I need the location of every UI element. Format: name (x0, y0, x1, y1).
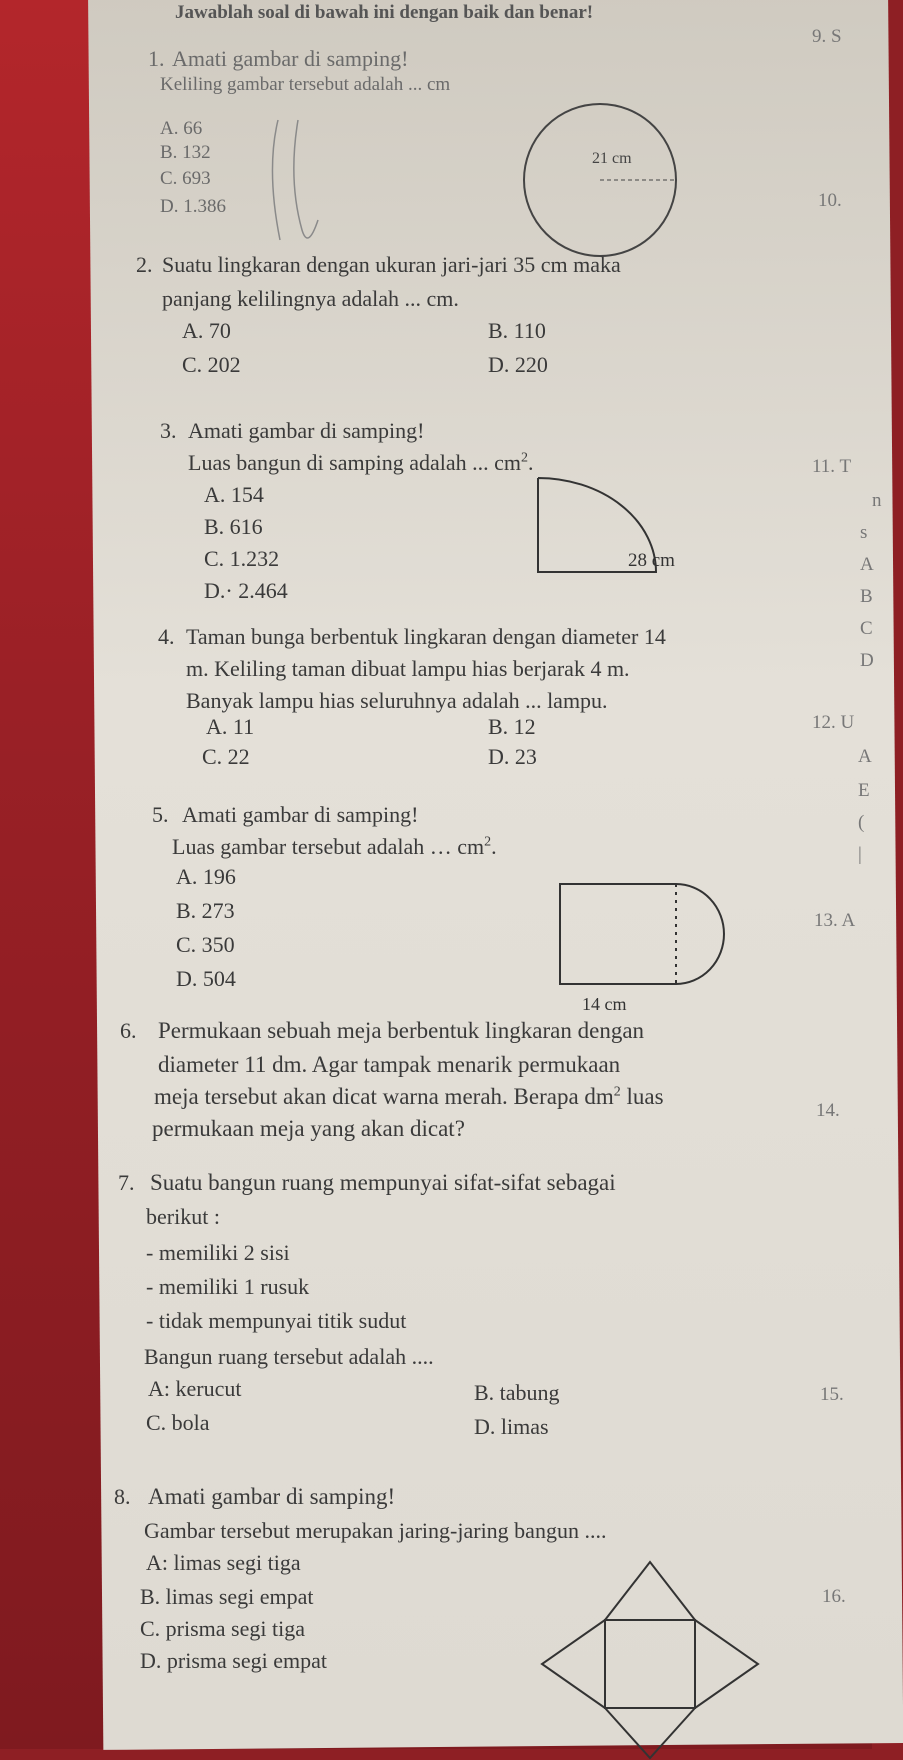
side-letter: s (860, 522, 868, 543)
q4-number: 4. (158, 624, 175, 649)
side-letter: n (872, 490, 882, 511)
q2-option-b: B. 110 (488, 318, 546, 343)
q5-option-d: D. 504 (176, 966, 236, 991)
side-letter: E (858, 780, 870, 801)
q5-option-b: B. 273 (176, 898, 235, 923)
q3-side-label: 28 cm (628, 550, 675, 571)
q3-option-d: D.· 2.464 (204, 578, 288, 603)
q1-stem: Amati gambar di samping! (172, 46, 409, 71)
q8-stem2: Gambar tersebut merupakan jaring-jaring bangun .... (144, 1518, 607, 1543)
q2-option-c: C. 202 (182, 352, 241, 377)
q3-stem2: Luas bangun di samping adalah ... $cm^2$. (188, 450, 534, 475)
side-letter: A (860, 554, 874, 575)
q1-option-c: C. 693 (160, 168, 211, 189)
q4-option-a: A. 11 (206, 714, 255, 739)
q5-stem: Amati gambar di samping! (182, 802, 419, 827)
q7-number: 7. (118, 1170, 135, 1195)
q8-option-b: B. limas segi empat (140, 1584, 314, 1609)
q3-stem: Amati gambar di samping! (188, 418, 425, 443)
side-letter: D (860, 650, 874, 671)
q4-option-b: B. 12 (488, 714, 536, 739)
q7-stem: Suatu bangun ruang mempunyai sifat-sifat sebagai (150, 1170, 616, 1195)
q2-option-d: D. 220 (488, 352, 548, 377)
q7-stem3: Bangun ruang tersebut adalah .... (144, 1344, 434, 1369)
q6-stem: Permukaan sebuah meja berbentuk lingkaran dengan (158, 1018, 645, 1043)
q1-option-d: D. 1.386 (160, 196, 226, 217)
q8-option-c: C. prisma segi tiga (140, 1616, 305, 1641)
q7-option-b: B. tabung (474, 1380, 560, 1405)
side-letter: B (860, 586, 873, 607)
q7-bullet-1: - memiliki 2 sisi (146, 1240, 290, 1265)
q3-option-c: C. 1.232 (204, 546, 280, 571)
q8-stem: Amati gambar di samping! (148, 1484, 396, 1509)
q3-number: 3. (160, 418, 177, 443)
q7-option-a: A: kerucut (148, 1376, 242, 1401)
side-number-15: 15. (820, 1384, 844, 1405)
side-letter: | (858, 844, 862, 865)
q1-stem2: Keliling gambar tersebut adalah ... cm (160, 74, 451, 95)
side-letter: A (858, 746, 872, 767)
q2-stem: Suatu lingkaran dengan ukuran jari-jari 35 cm maka (162, 252, 621, 277)
q3-option-a: A. 154 (204, 482, 264, 507)
q8-option-d: D. prisma segi empat (140, 1648, 327, 1673)
side-letter: C (860, 618, 873, 639)
q6-number: 6. (120, 1018, 137, 1043)
q6-stem3: meja tersebut akan dicat warna merah. Berapa $dm^2$ luas (154, 1084, 664, 1109)
q8-number: 8. (114, 1484, 131, 1509)
q5-option-c: C. 350 (176, 932, 235, 957)
q1-number: 1. (148, 46, 165, 71)
q1-option-b: B. 132 (160, 142, 211, 163)
q2-option-a: A. 70 (182, 318, 231, 343)
side-number-9: 9. S (812, 26, 842, 47)
q8-net-figure (540, 1560, 760, 1760)
side-number-11: 11. T (812, 456, 852, 477)
q5-number: 5. (152, 802, 169, 827)
q4-option-d: D. 23 (488, 744, 537, 769)
q2-number: 2. (136, 252, 153, 277)
q4-option-c: C. 22 (202, 744, 250, 769)
q7-option-d: D. limas (474, 1414, 549, 1439)
q6-stem4: permukaan meja yang akan dicat? (152, 1116, 465, 1141)
q5-composite-figure (558, 880, 748, 988)
q7-stem2: berikut : (146, 1204, 220, 1229)
side-number-16: 16. (822, 1586, 846, 1607)
side-number-14: 14. (816, 1100, 840, 1121)
q7-bullet-2: - memiliki 1 rusuk (146, 1274, 310, 1299)
q1-pencil-scribble (258, 110, 338, 250)
q1-radius-label: 21 cm (592, 150, 632, 167)
side-number-12: 12. U (812, 712, 855, 733)
q4-stem3: Banyak lampu hias seluruhnya adalah ... lampu. (186, 688, 608, 713)
q2-stem2: panjang kelilingnya adalah ... cm. (162, 286, 459, 311)
q1-option-a: A. 66 (160, 118, 203, 139)
q1-circle-figure (520, 100, 680, 260)
worksheet-title: Jawablah soal di bawah ini dengan baik dan benar! (175, 2, 594, 23)
q7-option-c: C. bola (146, 1410, 210, 1435)
q6-stem2: diameter 11 dm. Agar tampak menarik permukaan (158, 1052, 621, 1077)
side-number-13: 13. A (814, 910, 856, 931)
side-letter: ( (858, 812, 865, 833)
q8-option-a: A: limas segi tiga (146, 1550, 301, 1575)
q7-bullet-3: - tidak mempunyai titik sudut (146, 1308, 407, 1333)
q3-option-b: B. 616 (204, 514, 263, 539)
q4-stem2: m. Keliling taman dibuat lampu hias berjarak 4 m. (186, 656, 630, 681)
q4-stem: Taman bunga berbentuk lingkaran dengan diameter 14 (186, 624, 666, 649)
q5-option-a: A. 196 (176, 864, 236, 889)
q5-side-label: 14 cm (582, 994, 627, 1014)
q5-stem2: Luas gambar tersebut adalah … $cm^2$. (172, 834, 497, 859)
side-number-10: 10. (818, 190, 842, 211)
